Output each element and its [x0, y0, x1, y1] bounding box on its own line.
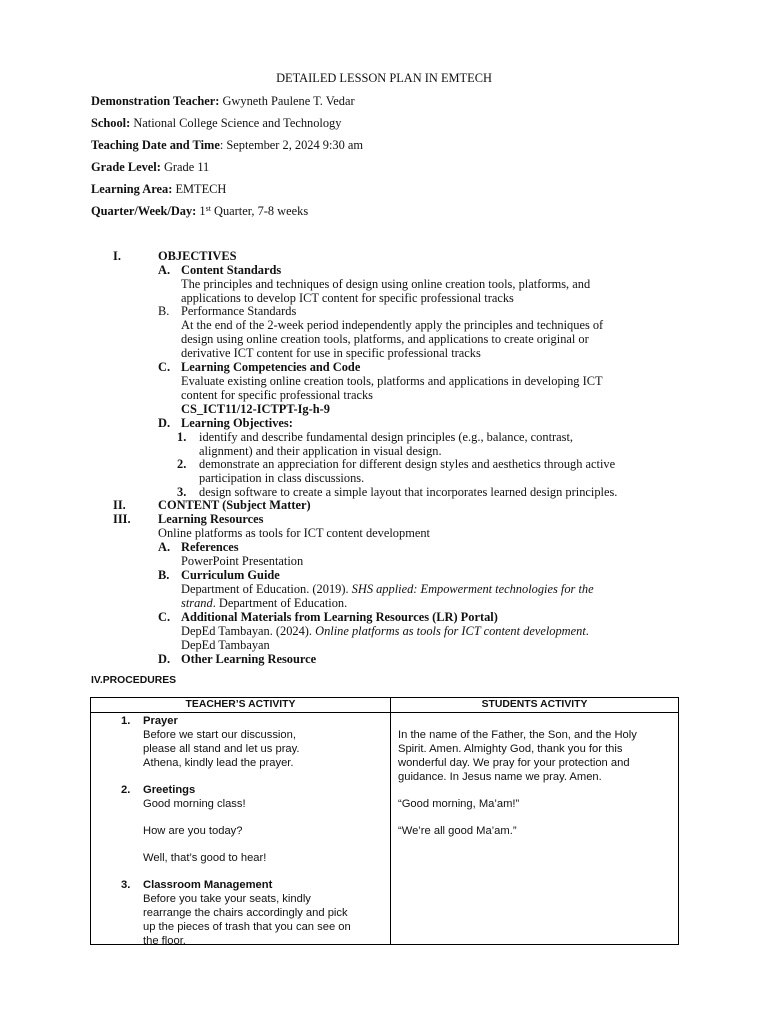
activity-text: rearrange the chairs accordingly and pick [143, 907, 348, 919]
info-value: National College Science and Technology [130, 116, 342, 130]
performance-standards-text: At the end of the 2-week period independently apply the principles and techniques of [181, 318, 604, 332]
learning-objectives-title: Learning Objectives: [181, 416, 293, 430]
teacher-activity-header: TEACHER’S ACTIVITY [91, 698, 391, 713]
citation-title: strand [181, 596, 213, 610]
item-letter: D. [158, 416, 171, 430]
procedures-heading: IV.PROCEDURES [91, 675, 177, 686]
performance-standards-text: design using online creation tools, platforms, and applications to create original or [181, 332, 589, 346]
procedures-table [90, 697, 679, 945]
section-title-learning-resources: Learning Resources [158, 512, 264, 526]
activity-text: Before you take your seats, kindly [143, 893, 311, 905]
info-teaching-date [91, 138, 363, 152]
curriculum-guide-title: Curriculum Guide [181, 568, 280, 582]
item-letter: A. [158, 263, 171, 277]
info-label: Grade Level: [91, 160, 161, 174]
info-value: Gwyneth Paulene T. Vedar [219, 94, 355, 108]
other-learning-resource-title: Other Learning Resource [181, 652, 317, 666]
objective-number: 3. [177, 485, 187, 499]
info-school [91, 116, 341, 130]
curriculum-guide-citation [181, 582, 594, 596]
info-label: Learning Area: [91, 182, 173, 196]
info-value: EMTECH [172, 182, 227, 196]
student-response: “We’re all good Ma’am.” [398, 825, 517, 837]
additional-materials-title: Additional Materials from Learning Resources (LR) Portal) [181, 610, 498, 624]
student-response: “Good morning, Ma’am!” [398, 798, 520, 810]
info-value-superscript: st [205, 204, 211, 213]
students-activity-header: STUDENTS ACTIVITY [391, 698, 679, 713]
student-response: Spirit. Amen. Almighty God, thank you for this [398, 743, 623, 755]
item-letter: D. [158, 652, 171, 666]
citation-text: . Department of Education. [212, 596, 348, 610]
student-response: guidance. In Jesus name we pray. Amen. [398, 771, 602, 783]
activity-text: How are you today? [143, 825, 243, 837]
activity-text: Athena, kindly lead the prayer. [143, 757, 294, 769]
students-activity-cell [391, 713, 679, 945]
performance-standards-title: Performance Standards [181, 304, 297, 318]
additional-materials-citation [181, 624, 589, 638]
activity-text: Well, that’s good to hear! [143, 852, 267, 864]
info-label: School: [91, 116, 131, 130]
objective-number: 1. [177, 430, 187, 444]
additional-materials-text: DepEd Tambayan [181, 638, 270, 652]
student-response: wonderful day. We pray for your protection and [398, 757, 630, 769]
activity-text: up the pieces of trash that you can see on [143, 921, 351, 933]
table-row [91, 713, 679, 945]
info-value: Quarter, 7-8 weeks [210, 204, 309, 218]
activity-text: Good morning class! [143, 798, 246, 810]
objective-number: 2. [177, 457, 187, 471]
citation-text: . [585, 624, 589, 638]
objective-text: identify and describe fundamental design principles (e.g., balance, contrast, [199, 430, 573, 444]
table-header-row [91, 698, 679, 713]
info-grade-level [91, 160, 209, 174]
info-label: Demonstration Teacher: [91, 94, 220, 108]
section-title-objectives: OBJECTIVES [158, 249, 237, 263]
item-letter: B. [158, 304, 170, 318]
activity-number: 1. [121, 715, 131, 727]
references-text: PowerPoint Presentation [181, 554, 304, 568]
objective-text: alignment) and their application in visual design. [199, 444, 442, 458]
item-letter: A. [158, 540, 171, 554]
info-label: Teaching Date and Time [91, 138, 220, 152]
info-value: Grade 11 [160, 160, 210, 174]
content-standards-title: Content Standards [181, 263, 282, 277]
content-standards-text: applications to develop ICT content for specific professional tracks [181, 291, 514, 305]
objective-text: demonstrate an appreciation for different design styles and aesthetics through active [199, 457, 616, 471]
learning-competencies-text: content for specific professional tracks [181, 388, 373, 402]
objective-text: design software to create a simple layout that incorporates learned design principles. [199, 485, 618, 499]
learning-competencies-title: Learning Competencies and Code [181, 360, 361, 374]
content-standards-text: The principles and techniques of design using online creation tools, platforms, and [181, 277, 591, 291]
info-label: Quarter/Week/Day: [91, 204, 197, 218]
student-response: In the name of the Father, the Son, and the Holy [398, 729, 637, 741]
activity-title-classroom-management: Classroom Management [143, 879, 273, 891]
info-value-prefix: 1 [196, 204, 206, 218]
info-value: : September 2, 2024 9:30 am [219, 138, 364, 152]
citation-title: SHS applied: Empowerment technologies for the [351, 582, 594, 596]
item-letter: C. [158, 360, 171, 374]
info-learning-area [91, 182, 226, 196]
activity-text: Before we start our discussion, [143, 729, 296, 741]
activity-number: 2. [121, 784, 131, 796]
section-number: III. [113, 512, 131, 526]
activity-title-prayer: Prayer [143, 715, 178, 727]
document-title: DETAILED LESSON PLAN IN EMTECH [276, 71, 492, 85]
activity-text: the floor. [143, 935, 186, 947]
activity-number: 3. [121, 879, 131, 891]
objective-text: participation in class discussions. [199, 471, 365, 485]
activity-text: please all stand and let us pray. [143, 743, 300, 755]
info-quarter-week-day [91, 204, 308, 218]
competency-code: CS_ICT11/12-ICTPT-Ig-h-9 [181, 402, 330, 416]
item-letter: B. [158, 568, 170, 582]
citation-text: Department of Education. (2019). [181, 582, 352, 596]
learning-competencies-text: Evaluate existing online creation tools, platforms and applications in developing ICT [181, 374, 603, 388]
teacher-activity-cell [91, 713, 391, 945]
info-demonstration-teacher [91, 94, 355, 108]
section-title-content: CONTENT (Subject Matter) [158, 498, 311, 512]
performance-standards-text: derivative ICT content for use in specific professional tracks [181, 346, 481, 360]
section-number: I. [113, 249, 121, 263]
citation-text: DepEd Tambayan. (2024). [181, 624, 316, 638]
item-letter: C. [158, 610, 171, 624]
curriculum-guide-citation [181, 596, 347, 610]
references-title: References [181, 540, 239, 554]
section-number: II. [113, 498, 126, 512]
citation-title: Online platforms as tools for ICT content development [315, 624, 586, 638]
learning-resources-text: Online platforms as tools for ICT content development [158, 526, 430, 540]
activity-title-greetings: Greetings [143, 784, 196, 796]
